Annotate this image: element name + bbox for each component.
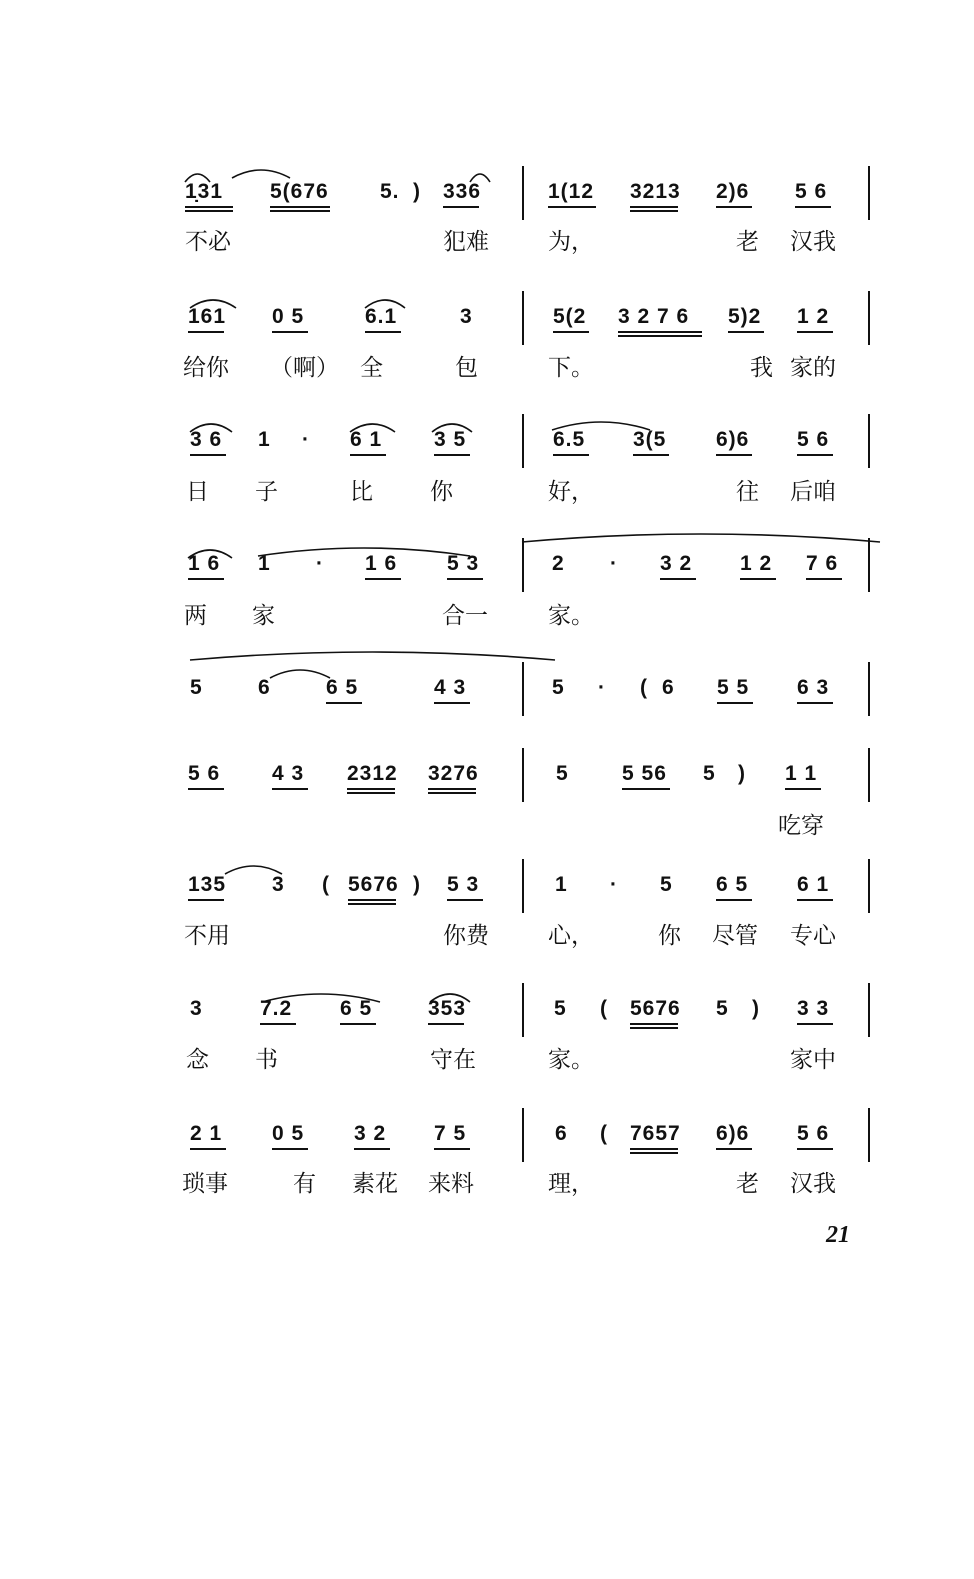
barline-end	[868, 414, 870, 468]
note-group: 6 5	[326, 676, 359, 699]
duration-underline	[618, 335, 702, 337]
note-group: 353	[428, 997, 467, 1020]
duration-underline	[716, 899, 752, 901]
note-group: 5 5	[717, 676, 750, 699]
duration-underline	[272, 331, 308, 333]
lyric: 往	[736, 479, 759, 505]
duration-underline	[630, 1148, 678, 1150]
lyric: 家。	[548, 603, 594, 629]
duration-underline	[340, 1023, 376, 1025]
slur-mark	[350, 420, 395, 434]
slur-mark	[432, 420, 472, 434]
note-group: 161	[188, 305, 227, 328]
duration-underline	[717, 702, 753, 704]
note-group: 4 3	[434, 676, 467, 699]
note-group: 5	[190, 676, 203, 699]
slur-mark	[365, 296, 405, 310]
note-group: 6.5	[553, 428, 586, 451]
lyric: 家	[252, 603, 275, 629]
note-group: 6 3	[797, 676, 830, 699]
duration-underline	[365, 331, 401, 333]
barline-middle	[522, 983, 524, 1037]
barline-middle	[522, 662, 524, 716]
barline-end	[868, 538, 870, 592]
note-group: (	[322, 873, 330, 896]
lyric: 专心	[790, 923, 836, 949]
barline-end	[868, 983, 870, 1037]
note-group: ·	[610, 873, 618, 896]
note-group: 5 6	[797, 428, 830, 451]
duration-underline	[630, 210, 678, 212]
duration-underline	[797, 702, 833, 704]
slur-mark	[262, 990, 380, 1004]
note-group: 3213	[630, 180, 681, 203]
note-group: 3(5	[633, 428, 667, 451]
duration-underline	[797, 454, 833, 456]
lyric: 下。	[548, 355, 594, 381]
duration-underline	[618, 331, 702, 333]
lyric: 心，	[548, 923, 594, 949]
lyric: 不必	[185, 229, 231, 255]
note-group: 4 3	[272, 762, 305, 785]
duration-underline	[806, 578, 842, 580]
duration-underline	[428, 788, 476, 790]
note-group: 6 5	[340, 997, 373, 1020]
duration-underline	[348, 899, 396, 901]
duration-underline	[630, 1152, 678, 1154]
note-group: 3 2	[660, 552, 693, 575]
duration-underline	[434, 1148, 470, 1150]
barline-end	[868, 748, 870, 802]
lyric: 汉我	[790, 1171, 836, 1197]
barline-end	[868, 859, 870, 913]
note-group: 1	[258, 428, 271, 451]
note-group: ·	[316, 552, 324, 575]
slur-mark	[225, 862, 282, 876]
note-group: 5676	[630, 997, 681, 1020]
note-group: 1	[555, 873, 568, 896]
note-group: 5(2	[553, 305, 587, 328]
note-group: 5 6	[797, 1122, 830, 1145]
duration-underline	[630, 206, 678, 208]
note-group: 5	[554, 997, 567, 1020]
barline-middle	[522, 859, 524, 913]
note-group: 6	[258, 676, 271, 699]
duration-underline	[797, 331, 833, 333]
duration-underline	[185, 206, 233, 208]
page-number: 21	[826, 1222, 850, 1248]
lyric: 吃穿	[778, 813, 824, 839]
lyric: 你	[430, 479, 453, 505]
lyric: 念	[186, 1047, 209, 1073]
note-group: 1 2	[740, 552, 773, 575]
note-group: 3 2 7 6	[618, 305, 690, 328]
note-group: 5.	[380, 180, 400, 203]
lyric: 为，	[548, 229, 594, 255]
slur-mark	[190, 648, 555, 662]
lyric: 全	[360, 355, 383, 381]
note-group: 6 5	[716, 873, 749, 896]
lyric: 来料	[428, 1171, 474, 1197]
note-group: 135	[188, 873, 227, 896]
duration-underline	[347, 788, 395, 790]
barline-middle	[522, 291, 524, 345]
note-group: 0 5	[272, 305, 305, 328]
duration-underline	[428, 792, 476, 794]
slur-mark	[185, 170, 210, 184]
note-group: 336	[443, 180, 482, 203]
duration-underline	[660, 578, 696, 580]
note-group: 5 6	[795, 180, 828, 203]
lyric: 包	[455, 355, 478, 381]
slur-mark	[258, 544, 470, 558]
slur-mark	[270, 666, 330, 680]
note-group: 6 1	[797, 873, 830, 896]
note-group: 6	[555, 1122, 568, 1145]
duration-underline	[797, 899, 833, 901]
note-group: 7 5	[434, 1122, 467, 1145]
slur-mark	[190, 296, 236, 310]
duration-underline	[548, 206, 596, 208]
lyric: 素花	[352, 1171, 398, 1197]
barline-end	[868, 291, 870, 345]
slur-mark	[430, 990, 470, 1004]
duration-underline	[188, 331, 224, 333]
note-group: 3	[190, 997, 203, 1020]
note-group: 5676	[348, 873, 399, 896]
lyric: 后咱	[790, 479, 836, 505]
note-group: 1(12	[548, 180, 595, 203]
duration-underline	[797, 1023, 833, 1025]
barline-end	[868, 662, 870, 716]
note-group: 6)6	[716, 1122, 750, 1145]
duration-underline	[260, 1023, 296, 1025]
lyric: 两	[184, 603, 207, 629]
lyric: 汉我	[790, 229, 836, 255]
lyric: 你	[658, 923, 681, 949]
duration-underline	[188, 578, 224, 580]
lyric: 不用	[184, 923, 230, 949]
lyric: 合一	[442, 603, 488, 629]
note-group: 5	[552, 676, 565, 699]
lyric: 家中	[790, 1047, 836, 1073]
duration-underline	[630, 1027, 678, 1029]
note-group: 1	[258, 552, 271, 575]
barline-middle	[522, 748, 524, 802]
note-group: 3276	[428, 762, 479, 785]
duration-underline	[347, 792, 395, 794]
duration-underline	[190, 454, 226, 456]
note-group: 2)6	[716, 180, 750, 203]
note-group: ·	[302, 428, 310, 451]
duration-underline	[447, 578, 483, 580]
lyric: 比	[350, 479, 373, 505]
note-group: ·	[610, 552, 618, 575]
duration-underline	[434, 702, 470, 704]
duration-underline	[270, 210, 330, 212]
duration-underline	[716, 1148, 752, 1150]
note-group: (	[640, 676, 648, 699]
note-group: )	[413, 180, 421, 203]
note-group: 3	[272, 873, 285, 896]
lyric: 我	[750, 355, 773, 381]
slur-mark	[552, 418, 650, 432]
note-group: 7657	[630, 1122, 681, 1145]
note-group: 3	[460, 305, 473, 328]
note-group: )	[413, 873, 421, 896]
lyric: 理，	[548, 1171, 594, 1197]
duration-underline	[188, 788, 224, 790]
note-group: 6)6	[716, 428, 750, 451]
duration-underline	[434, 454, 470, 456]
note-group: 5(676	[270, 180, 329, 203]
barline-middle	[522, 414, 524, 468]
note-group: )	[752, 997, 760, 1020]
note-group: 2	[552, 552, 565, 575]
note-group: 5 6	[188, 762, 221, 785]
note-group: (	[600, 997, 608, 1020]
barline-end	[868, 1108, 870, 1162]
note-group: 1 2	[797, 305, 830, 328]
lyric: 有	[293, 1171, 316, 1197]
note-group: 7 6	[806, 552, 839, 575]
note-group: 5 56	[622, 762, 667, 785]
duration-underline	[365, 578, 401, 580]
duration-underline	[188, 899, 224, 901]
duration-underline	[185, 210, 233, 212]
duration-underline	[553, 331, 589, 333]
duration-underline	[728, 331, 764, 333]
duration-underline	[354, 1148, 390, 1150]
lyric: 家的	[790, 355, 836, 381]
lyric: 家。	[548, 1047, 594, 1073]
note-group: 5	[716, 997, 729, 1020]
duration-underline	[622, 788, 670, 790]
duration-underline	[785, 788, 821, 790]
note-group: 5 3	[447, 552, 480, 575]
lyric: 老	[736, 1171, 759, 1197]
duration-underline	[716, 206, 752, 208]
lyric: 犯难	[443, 229, 489, 255]
duration-underline	[716, 454, 752, 456]
lyric: 你费	[443, 923, 489, 949]
lyric: 老	[736, 229, 759, 255]
note-group: 3 5	[434, 428, 467, 451]
slur-mark	[522, 530, 880, 544]
duration-underline	[272, 788, 308, 790]
lyric: （啊）	[270, 355, 339, 381]
slur-mark	[232, 166, 290, 180]
note-group: 3 3	[797, 997, 830, 1020]
note-group: 6	[662, 676, 675, 699]
duration-underline	[350, 454, 386, 456]
note-group: 1 6	[188, 552, 221, 575]
lyric: 守在	[430, 1047, 476, 1073]
slur-mark	[470, 170, 490, 184]
lyric: 尽管	[712, 923, 758, 949]
note-group: 7.2	[260, 997, 293, 1020]
duration-underline	[740, 578, 776, 580]
lyric: 琐事	[182, 1171, 228, 1197]
note-group: 1 6	[365, 552, 398, 575]
duration-underline	[797, 1148, 833, 1150]
slur-mark	[188, 546, 232, 560]
duration-underline	[553, 454, 589, 456]
note-group: 0 5	[272, 1122, 305, 1145]
note-group: 5	[703, 762, 716, 785]
lyric: 子	[255, 479, 278, 505]
duration-underline	[326, 702, 362, 704]
note-group: 3 2	[354, 1122, 387, 1145]
note-group: 3 6	[190, 428, 223, 451]
barline-middle	[522, 538, 524, 592]
note-group: )	[738, 762, 746, 785]
note-group: 2 1	[190, 1122, 223, 1145]
barline-middle	[522, 166, 524, 220]
note-group: 6.1	[365, 305, 398, 328]
note-group: 1̣31	[185, 180, 224, 203]
duration-underline	[272, 1148, 308, 1150]
lyric: 书	[255, 1047, 278, 1073]
duration-underline	[795, 206, 831, 208]
lyric: 日	[186, 479, 209, 505]
note-group: 5 3	[447, 873, 480, 896]
duration-underline	[633, 454, 669, 456]
note-group: 1 1	[785, 762, 818, 785]
duration-underline	[348, 903, 396, 905]
duration-underline	[190, 1148, 226, 1150]
duration-underline	[447, 899, 483, 901]
lyric: 好，	[548, 479, 594, 505]
duration-underline	[443, 206, 479, 208]
duration-underline	[270, 206, 330, 208]
duration-underline	[428, 1023, 464, 1025]
barline-end	[868, 166, 870, 220]
note-group: 5	[660, 873, 673, 896]
duration-underline	[630, 1023, 678, 1025]
note-group: (	[600, 1122, 608, 1145]
slur-mark	[190, 420, 232, 434]
note-group: 6 1	[350, 428, 383, 451]
barline-middle	[522, 1108, 524, 1162]
note-group: 5)2	[728, 305, 762, 328]
note-group: 5	[556, 762, 569, 785]
lyric: 给你	[183, 355, 229, 381]
note-group: 2312	[347, 762, 398, 785]
note-group: ·	[598, 676, 606, 699]
